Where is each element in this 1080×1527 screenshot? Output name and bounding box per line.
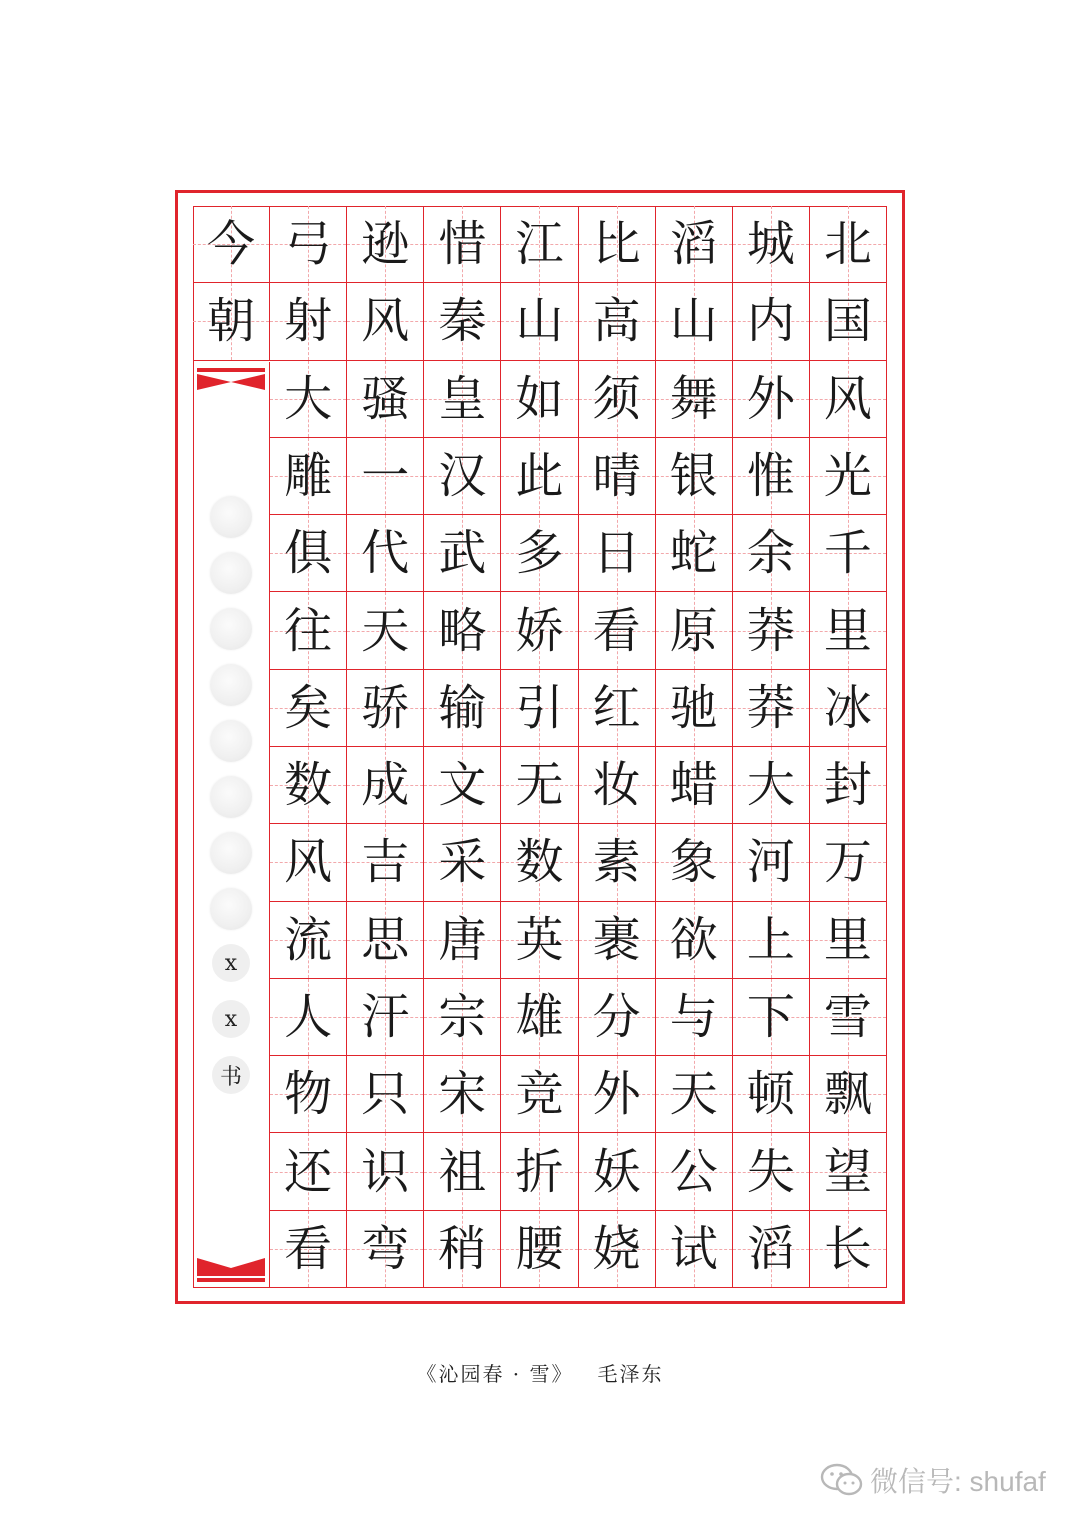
char-text: 吉 bbox=[361, 834, 410, 891]
char-cell bbox=[501, 1056, 578, 1133]
char-cell bbox=[347, 515, 424, 592]
char-text: 看 bbox=[592, 602, 641, 659]
poem-title: 《沁园春 · 雪》 bbox=[416, 1362, 574, 1386]
char-cell bbox=[733, 1056, 810, 1133]
char-text: 此 bbox=[515, 447, 564, 504]
char-cell bbox=[270, 515, 347, 592]
char-text: 上 bbox=[746, 911, 795, 968]
watermark-text: 微信号: shufaf bbox=[870, 1466, 1046, 1497]
char-cell bbox=[656, 515, 733, 592]
char-text: 公 bbox=[669, 1143, 718, 1200]
char-text: 雄 bbox=[515, 988, 564, 1045]
ribbon-bottom-icon bbox=[197, 1258, 265, 1282]
decorative-circle bbox=[210, 888, 252, 930]
char-cell bbox=[810, 670, 887, 747]
char-cell bbox=[270, 438, 347, 515]
char-cell bbox=[579, 206, 656, 283]
char-cell bbox=[501, 824, 578, 901]
seal-stamp bbox=[212, 1056, 250, 1094]
char-cell bbox=[347, 979, 424, 1056]
char-text: 思 bbox=[361, 911, 410, 968]
char-cell bbox=[579, 283, 656, 360]
char-cell bbox=[347, 670, 424, 747]
char-cell bbox=[347, 747, 424, 824]
char-cell bbox=[347, 902, 424, 979]
char-cell bbox=[270, 747, 347, 824]
char-text: 娇 bbox=[515, 602, 564, 659]
char-cell bbox=[656, 1056, 733, 1133]
seal-stamp bbox=[212, 1000, 250, 1038]
char-text: 原 bbox=[669, 602, 718, 659]
char-text: 人 bbox=[284, 988, 333, 1045]
char-text: 与 bbox=[669, 988, 718, 1045]
char-text: 内 bbox=[746, 293, 795, 350]
char-text: 多 bbox=[515, 525, 564, 582]
char-text: 大 bbox=[284, 370, 333, 427]
char-text: 滔 bbox=[746, 1220, 795, 1277]
char-text: 如 bbox=[515, 370, 564, 427]
char-text: 代 bbox=[361, 525, 410, 582]
char-text: 天 bbox=[361, 602, 410, 659]
char-text: 外 bbox=[592, 1066, 641, 1123]
char-text: 里 bbox=[823, 602, 872, 659]
decorative-circle bbox=[210, 832, 252, 874]
char-cell bbox=[656, 438, 733, 515]
char-text: 蜡 bbox=[669, 757, 718, 814]
char-cell bbox=[501, 206, 578, 283]
char-cell bbox=[810, 824, 887, 901]
ribbon-top-icon bbox=[197, 368, 265, 390]
char-cell bbox=[270, 592, 347, 669]
char-text: 流 bbox=[284, 911, 333, 968]
char-cell bbox=[270, 1056, 347, 1133]
char-text: 冰 bbox=[823, 679, 872, 736]
seal-char: 书 bbox=[219, 1064, 242, 1090]
char-cell bbox=[810, 747, 887, 824]
decorative-circle bbox=[210, 608, 252, 650]
char-cell bbox=[656, 1133, 733, 1210]
char-cell bbox=[501, 592, 578, 669]
char-text: 弓 bbox=[284, 216, 333, 273]
char-text: 风 bbox=[823, 370, 872, 427]
char-cell bbox=[810, 1211, 887, 1288]
char-text: 矣 bbox=[284, 679, 333, 736]
char-cell bbox=[501, 1211, 578, 1288]
char-cell bbox=[424, 206, 501, 283]
char-cell bbox=[733, 670, 810, 747]
char-cell bbox=[733, 1211, 810, 1288]
char-text: 汗 bbox=[361, 988, 410, 1045]
char-cell bbox=[347, 592, 424, 669]
char-cell bbox=[270, 361, 347, 438]
char-cell bbox=[656, 670, 733, 747]
char-text: 射 bbox=[284, 293, 333, 350]
char-text: 万 bbox=[823, 834, 872, 891]
decorative-circle bbox=[210, 496, 252, 538]
char-cell bbox=[424, 1056, 501, 1133]
char-cell bbox=[424, 1211, 501, 1288]
char-cell bbox=[193, 206, 270, 283]
char-cell bbox=[270, 206, 347, 283]
char-text: 欲 bbox=[669, 911, 718, 968]
char-text: 城 bbox=[746, 216, 795, 273]
char-text: 分 bbox=[592, 988, 641, 1045]
char-text: 裹 bbox=[592, 911, 641, 968]
char-text: 风 bbox=[284, 834, 333, 891]
char-text: 日 bbox=[592, 525, 641, 582]
char-cell bbox=[424, 361, 501, 438]
char-text: 天 bbox=[669, 1066, 718, 1123]
char-text: 弯 bbox=[361, 1220, 410, 1277]
char-text: 宗 bbox=[438, 988, 487, 1045]
char-cell bbox=[810, 206, 887, 283]
char-cell bbox=[424, 670, 501, 747]
char-cell bbox=[656, 206, 733, 283]
char-text: 宋 bbox=[438, 1066, 487, 1123]
char-cell bbox=[424, 592, 501, 669]
char-text: 汉 bbox=[438, 447, 487, 504]
char-text: 顿 bbox=[746, 1066, 795, 1123]
char-text: 数 bbox=[284, 757, 333, 814]
char-cell bbox=[656, 1211, 733, 1288]
char-cell bbox=[733, 206, 810, 283]
char-cell bbox=[810, 515, 887, 592]
char-text: 采 bbox=[438, 834, 487, 891]
char-text: 略 bbox=[438, 602, 487, 659]
char-cell bbox=[810, 592, 887, 669]
char-text: 武 bbox=[438, 525, 487, 582]
char-cell bbox=[270, 283, 347, 360]
char-cell bbox=[501, 979, 578, 1056]
char-cell bbox=[810, 1133, 887, 1210]
char-text: 大 bbox=[746, 757, 795, 814]
char-cell bbox=[579, 592, 656, 669]
char-text: 蛇 bbox=[669, 525, 718, 582]
char-cell bbox=[656, 979, 733, 1056]
char-text: 惟 bbox=[746, 447, 795, 504]
char-cell bbox=[424, 515, 501, 592]
char-cell bbox=[579, 361, 656, 438]
char-cell bbox=[810, 361, 887, 438]
char-text: 风 bbox=[361, 293, 410, 350]
char-cell bbox=[656, 592, 733, 669]
char-cell bbox=[501, 1133, 578, 1210]
char-text: 国 bbox=[823, 293, 872, 350]
char-cell bbox=[424, 979, 501, 1056]
char-cell bbox=[424, 824, 501, 901]
char-text: 光 bbox=[823, 447, 872, 504]
char-text: 引 bbox=[515, 679, 564, 736]
char-cell bbox=[810, 438, 887, 515]
char-text: 河 bbox=[746, 834, 795, 891]
char-cell bbox=[733, 824, 810, 901]
char-cell bbox=[347, 361, 424, 438]
char-cell bbox=[347, 1133, 424, 1210]
char-cell bbox=[733, 1133, 810, 1210]
wechat-watermark bbox=[820, 1460, 1046, 1500]
char-text: 文 bbox=[438, 757, 487, 814]
char-text: 物 bbox=[284, 1066, 333, 1123]
char-cell bbox=[656, 824, 733, 901]
char-cell bbox=[579, 1056, 656, 1133]
char-cell bbox=[270, 902, 347, 979]
char-cell bbox=[347, 206, 424, 283]
char-cell bbox=[579, 979, 656, 1056]
char-cell bbox=[270, 670, 347, 747]
poem-caption bbox=[0, 1358, 1080, 1387]
char-cell bbox=[424, 1133, 501, 1210]
char-text: 识 bbox=[361, 1143, 410, 1200]
char-cell bbox=[347, 438, 424, 515]
char-text: 里 bbox=[823, 911, 872, 968]
char-text: 江 bbox=[515, 216, 564, 273]
char-text: 秦 bbox=[438, 293, 487, 350]
char-text: 山 bbox=[669, 293, 718, 350]
char-text: 还 bbox=[284, 1143, 333, 1200]
char-cell bbox=[347, 1056, 424, 1133]
char-cell bbox=[733, 515, 810, 592]
char-text: 折 bbox=[515, 1143, 564, 1200]
char-cell bbox=[810, 283, 887, 360]
wechat-icon bbox=[820, 1463, 864, 1497]
char-text: 英 bbox=[515, 911, 564, 968]
char-cell bbox=[424, 747, 501, 824]
char-cell bbox=[579, 1211, 656, 1288]
char-text: 比 bbox=[592, 216, 641, 273]
char-cell bbox=[347, 283, 424, 360]
char-cell bbox=[656, 902, 733, 979]
char-cell bbox=[579, 902, 656, 979]
char-cell bbox=[347, 1211, 424, 1288]
char-cell bbox=[579, 824, 656, 901]
char-text: 下 bbox=[746, 988, 795, 1045]
char-text: 骄 bbox=[361, 679, 410, 736]
char-cell bbox=[424, 438, 501, 515]
char-cell bbox=[193, 283, 270, 360]
char-text: 舞 bbox=[669, 370, 718, 427]
char-text: 逊 bbox=[361, 216, 410, 273]
char-text: 娆 bbox=[592, 1220, 641, 1277]
char-text: 银 bbox=[669, 447, 718, 504]
char-text: 晴 bbox=[592, 447, 641, 504]
char-cell bbox=[656, 747, 733, 824]
char-cell bbox=[501, 747, 578, 824]
poem-author: 毛泽东 bbox=[597, 1362, 664, 1386]
char-text: 外 bbox=[746, 370, 795, 427]
char-text: 驰 bbox=[669, 679, 718, 736]
char-cell bbox=[733, 902, 810, 979]
char-text: 高 bbox=[592, 293, 641, 350]
char-text: 千 bbox=[823, 525, 872, 582]
char-text: 余 bbox=[746, 525, 795, 582]
char-text: 骚 bbox=[361, 370, 410, 427]
char-text: 素 bbox=[592, 834, 641, 891]
char-cell bbox=[810, 902, 887, 979]
char-cell bbox=[656, 283, 733, 360]
char-text: 滔 bbox=[669, 216, 718, 273]
char-cell bbox=[810, 979, 887, 1056]
char-text: 试 bbox=[669, 1220, 718, 1277]
char-text: 唐 bbox=[438, 911, 487, 968]
char-cell bbox=[424, 902, 501, 979]
char-text: 腰 bbox=[515, 1220, 564, 1277]
char-cell bbox=[501, 283, 578, 360]
char-cell bbox=[501, 438, 578, 515]
char-cell bbox=[579, 438, 656, 515]
char-cell bbox=[270, 979, 347, 1056]
char-cell bbox=[733, 438, 810, 515]
char-text: 须 bbox=[592, 370, 641, 427]
char-cell bbox=[579, 1133, 656, 1210]
char-cell bbox=[733, 747, 810, 824]
char-text: 莽 bbox=[746, 679, 795, 736]
char-cell bbox=[579, 747, 656, 824]
seal-stamp bbox=[212, 944, 250, 982]
char-text: 象 bbox=[669, 834, 718, 891]
char-text: 封 bbox=[823, 757, 872, 814]
char-text: 俱 bbox=[284, 525, 333, 582]
char-text: 朝 bbox=[207, 293, 256, 350]
char-cell bbox=[270, 824, 347, 901]
char-cell bbox=[501, 515, 578, 592]
char-text: 数 bbox=[515, 834, 564, 891]
decorative-circle bbox=[210, 720, 252, 762]
char-text: 只 bbox=[361, 1066, 410, 1123]
char-text: 莽 bbox=[746, 602, 795, 659]
char-text: 祖 bbox=[438, 1143, 487, 1200]
char-text: 山 bbox=[515, 293, 564, 350]
decorative-circle bbox=[210, 552, 252, 594]
decorative-circle bbox=[210, 776, 252, 818]
char-cell bbox=[501, 670, 578, 747]
char-text: 雪 bbox=[823, 988, 872, 1045]
char-text: 雕 bbox=[284, 447, 333, 504]
char-text: 长 bbox=[823, 1220, 872, 1277]
char-text: 失 bbox=[746, 1143, 795, 1200]
char-text: 今 bbox=[207, 216, 256, 273]
char-text: 妖 bbox=[592, 1143, 641, 1200]
char-cell bbox=[579, 670, 656, 747]
char-text: 妆 bbox=[592, 757, 641, 814]
char-text: 无 bbox=[515, 757, 564, 814]
char-text: 皇 bbox=[438, 370, 487, 427]
char-cell bbox=[733, 361, 810, 438]
char-text: 竞 bbox=[515, 1066, 564, 1123]
char-cell bbox=[810, 1056, 887, 1133]
char-text: 北 bbox=[823, 216, 872, 273]
char-cell bbox=[733, 592, 810, 669]
char-cell bbox=[501, 902, 578, 979]
char-text: 一 bbox=[361, 447, 410, 504]
char-text: 往 bbox=[284, 602, 333, 659]
seal-char: x bbox=[224, 950, 238, 976]
char-cell bbox=[270, 1211, 347, 1288]
char-text: 稍 bbox=[438, 1220, 487, 1277]
char-cell bbox=[733, 979, 810, 1056]
char-text: 输 bbox=[438, 679, 487, 736]
seal-char: x bbox=[224, 1006, 238, 1032]
char-text: 成 bbox=[361, 757, 410, 814]
char-cell bbox=[656, 361, 733, 438]
char-text: 飘 bbox=[823, 1066, 872, 1123]
char-cell bbox=[733, 283, 810, 360]
char-cell bbox=[270, 1133, 347, 1210]
char-text: 红 bbox=[592, 679, 641, 736]
char-cell bbox=[501, 361, 578, 438]
char-text: 望 bbox=[823, 1143, 872, 1200]
char-cell bbox=[347, 824, 424, 901]
char-cell bbox=[424, 283, 501, 360]
char-cell bbox=[579, 515, 656, 592]
character-grid bbox=[193, 206, 887, 1288]
char-text: 惜 bbox=[438, 216, 487, 273]
decorative-circle bbox=[210, 664, 252, 706]
char-text: 看 bbox=[284, 1220, 333, 1277]
